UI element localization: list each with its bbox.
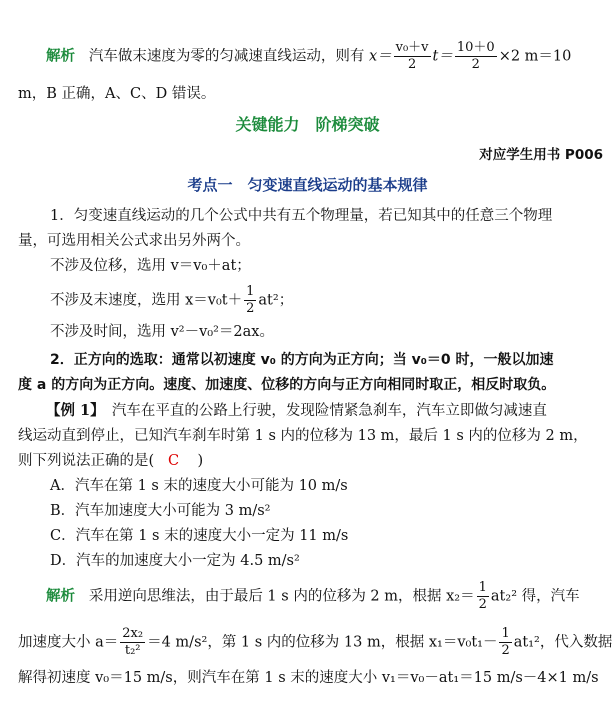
formula-part-b: at²； [258,292,294,309]
section-title: 关键能力 阶梯突破 [235,115,380,134]
rule1-line-2: 量，可选用相关公式求出另外两个。 [18,233,250,249]
answer-mark: C [167,453,180,469]
fraction-half-2: $\frac{1}{2}$ [478,580,487,612]
option-b: B．汽车加速度大小可能为 3 m/s² [50,503,271,519]
example-line-2: 线运动直到停止，已知汽车刹车时第 1 s 内的位移为 13 m，最后 1 s 内的位移为 2 m， [18,428,588,444]
solution-line-2: m，B 正确，A、C、D 错误。 [18,86,216,102]
question-close: ) [197,453,204,469]
example-tag: 【例 1】 [46,402,98,419]
solution2-line-3: 解得初速度 v₀＝15 m/s，则汽车在第 1 s 末的速度大小 v₁＝v₀－at₁＝15 m/s－4×1 m/s [18,670,599,686]
fraction-values: $\frac{10+0}{2}$ [456,40,495,72]
solution2-label: 解析 [46,588,75,605]
solution2-line-2 [18,626,613,659]
rule1-no-time: 不涉及时间，选用 v²－v₀²＝2ax。 [50,324,274,340]
solution-line-1 [46,40,603,73]
solution2-text-a: 采用逆向思维法，由于最后 1 s 内的位移为 2 m，根据 x₂＝ [88,588,475,605]
eq-lhs: x＝ [368,48,392,65]
solution2-text-b: at₂² 得，汽车 [490,588,580,605]
fraction-accel: $\frac{\text{2x₂}}{\text{t₂²}}$ [122,626,144,658]
eq-t: t＝ [432,48,453,65]
solution2-accel-text: 加速度大小 a＝ [18,634,119,651]
example-line-1 [46,401,603,421]
option-c: C．汽车在第 1 s 末的速度大小一定为 11 m/s [50,528,349,544]
solution-text: 汽车做末速度为零的匀减速直线运动，则有 [88,48,365,65]
rule1-no-final-velocity [50,284,603,317]
topic-title: 考点一 匀变速直线运动的基本规律 [187,176,428,194]
question-text: 则下列说法正确的是( [18,453,155,469]
eq-result: ×2 m＝10 [498,48,572,65]
rule1-line-1: 1．匀变速直线运动的几个公式中共有五个物理量，若已知其中的任意三个物理 [50,208,553,224]
book-reference: 对应学生用书 P006 [479,147,603,163]
formula-part-a: 不涉及末速度，选用 x＝v₀t＋ [50,292,243,309]
fraction-half-3: $\frac{1}{2}$ [501,626,510,658]
example-line-3 [18,451,603,471]
rule2-line-2: 度 a 的方向为正方向。速度、加速度、位移的方向与正方向相同时取正，相反时取负。 [18,377,556,393]
solution2-text-c: ＝4 m/s²，第 1 s 内的位移为 13 m，根据 x₁＝v₀t₁－ [147,634,498,651]
fraction-half: $\frac{1}{2}$ [246,284,255,316]
fraction-v: $\frac{\text{v₀＋v}}{2}$ [395,40,429,72]
rule2-line-1: 2．正方向的选取：通常以初速度 v₀ 的方向为正方向；当 v₀＝0 时，一般以加速 [50,352,554,368]
solution-label: 解析 [46,48,75,65]
rule1-no-displacement: 不涉及位移，选用 v＝v₀＋at； [50,258,251,274]
solution2-line-1 [46,580,603,613]
solution2-text-d: at₁²，代入数据 [513,634,613,651]
option-a: A．汽车在第 1 s 末的速度大小可能为 10 m/s [50,478,348,494]
example-text: 汽车在平直的公路上行驶，发现险情紧急刹车，汽车立即做匀减速直 [97,403,547,419]
option-d: D．汽车的加速度大小一定为 4.5 m/s² [50,553,300,569]
